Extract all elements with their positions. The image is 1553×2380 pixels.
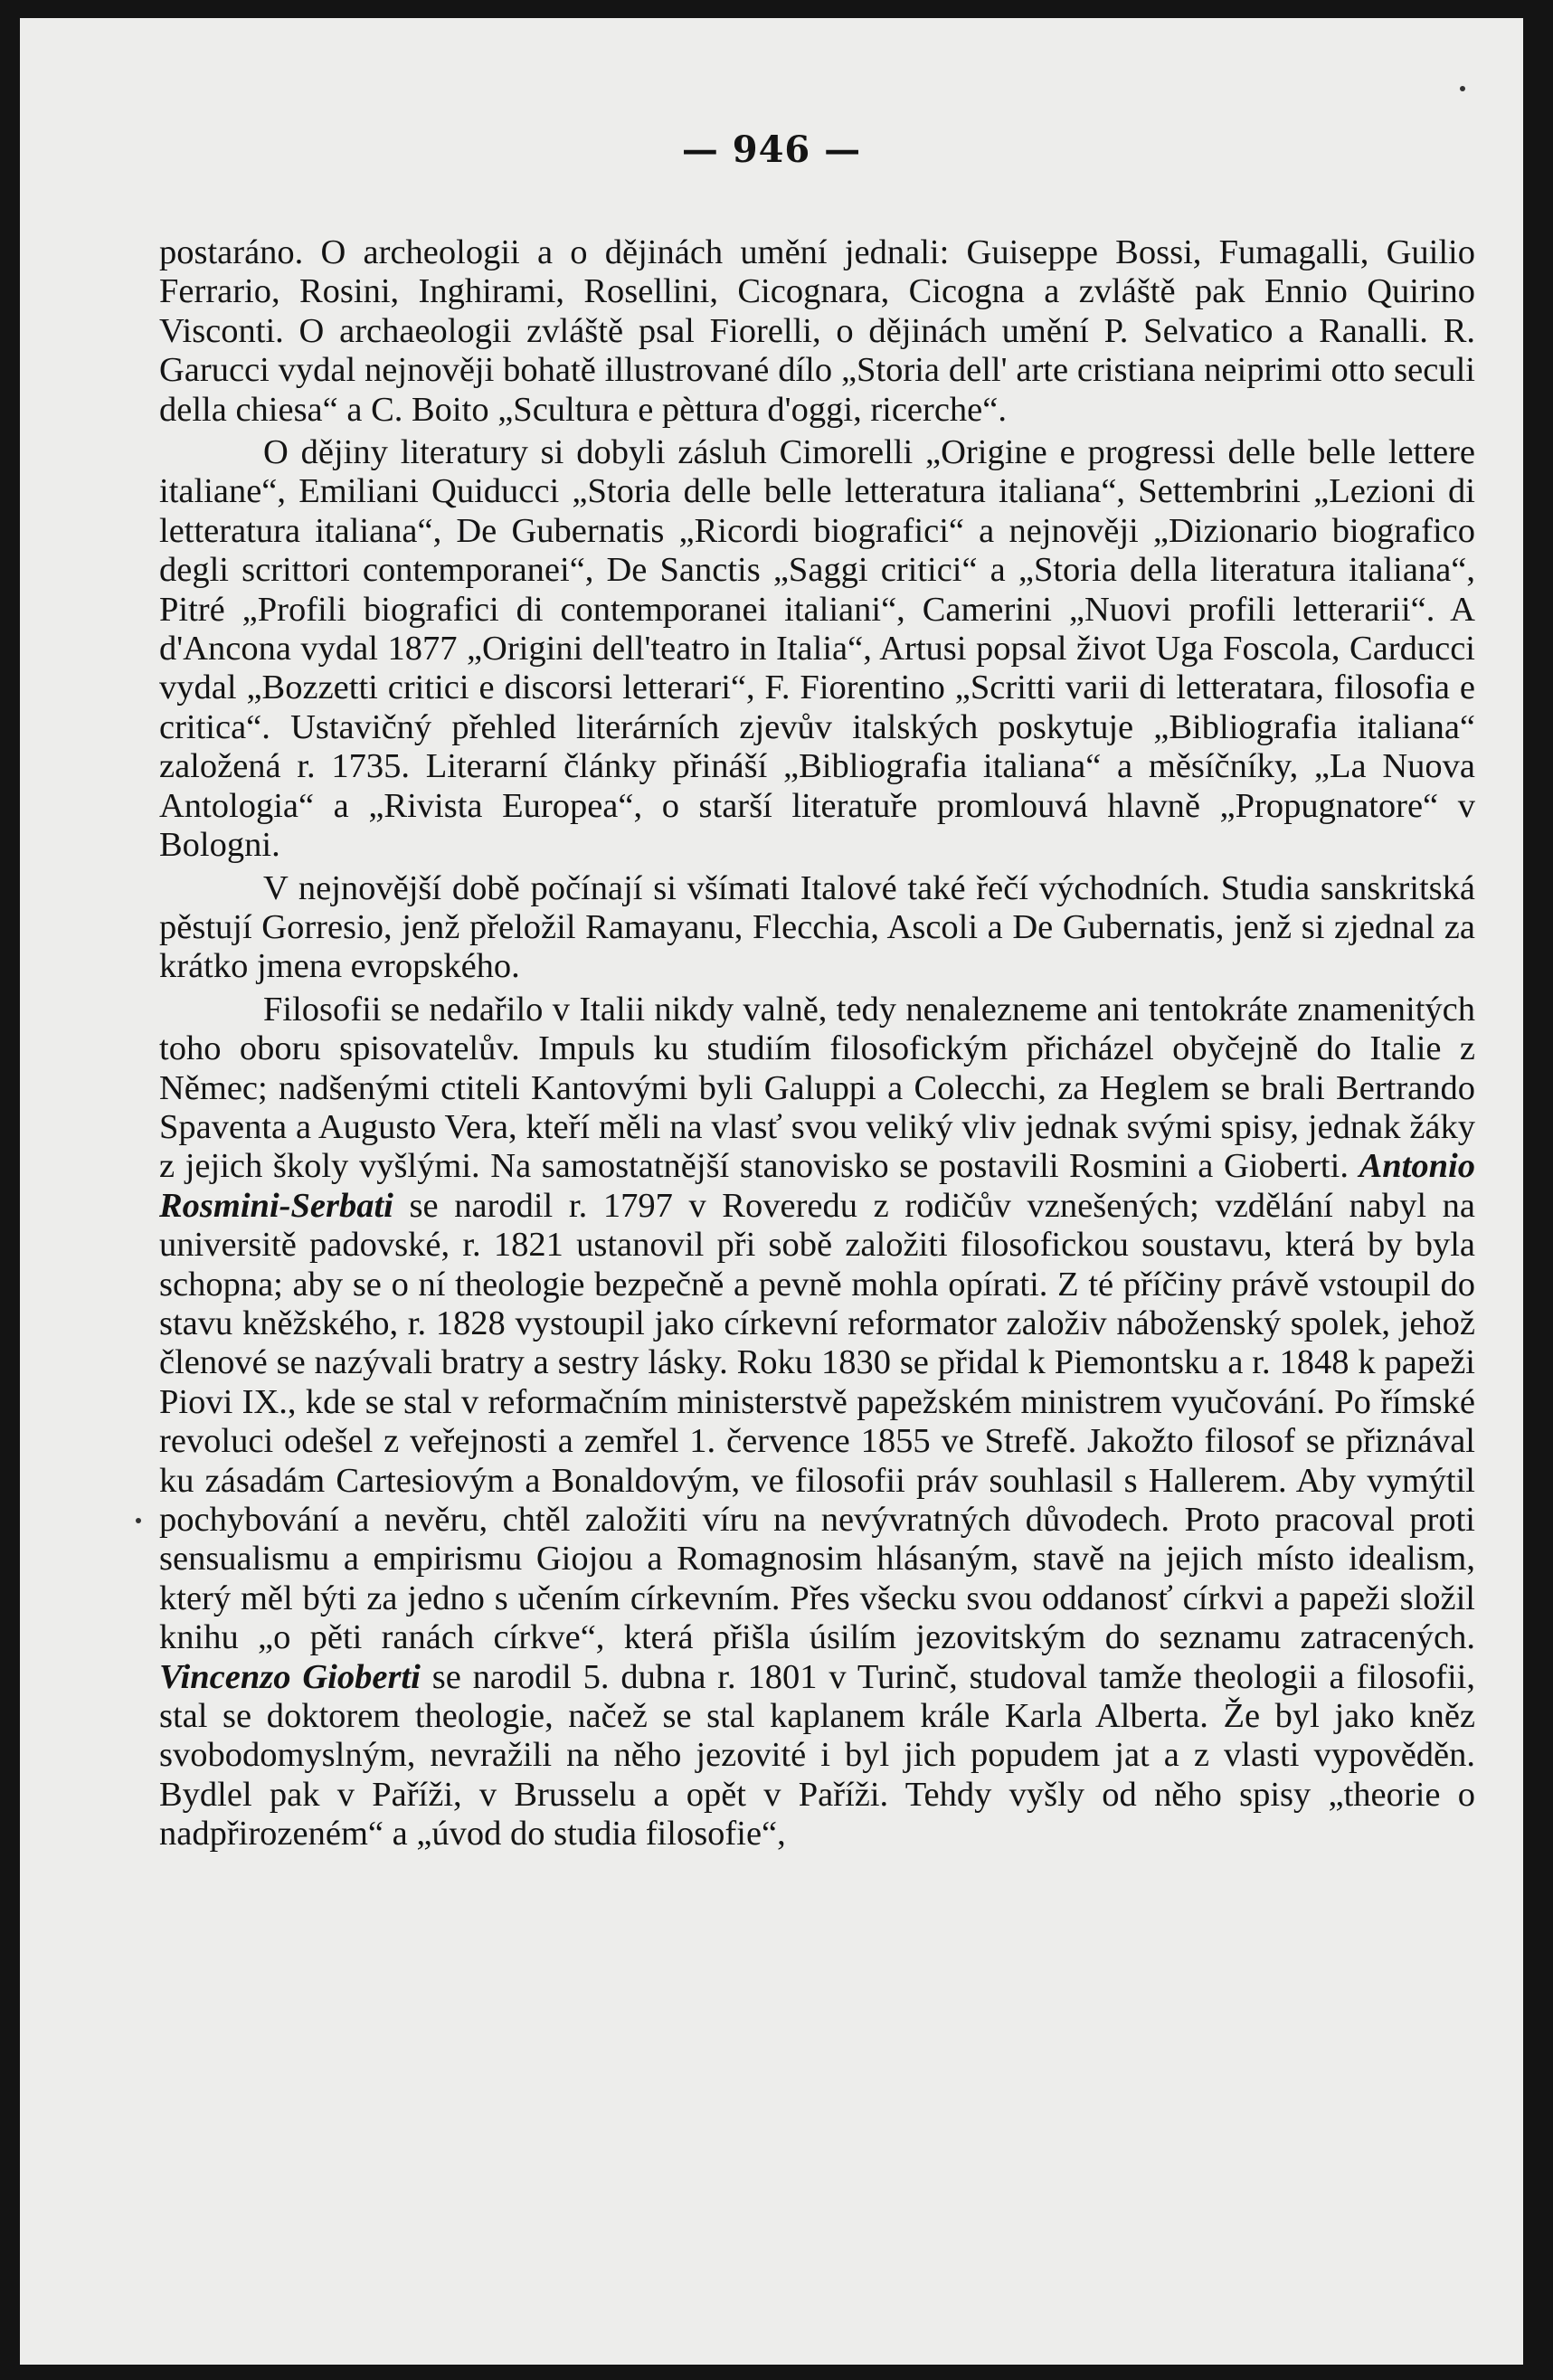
- text-run: O dějiny literatury si dobyli zásluh Cimorelli „Origine e progressi delle belle lettere italiane“, Emiliani Quiducci „Storia delle belle letteratura italiana“, Settembrini „Lezioni di letteratura italiana“, De Gubernatis „Ricordi biografici“ a nejnověji „Dizionario biografico degli scrittori contemporanei“, De Sanctis „Saggi critici“ a „Storia della literatura italiana“, Pitré „Profili biografici di contemporanei italiani“, Camerini „Nuovi profili letterarii“. A d'Ancona vydal 1877 „Origini dell'teatro in Italia“, Artusi popsal život Uga Foscola, Carducci vydal „Bozzetti critici e discorsi letterari“, F. Fiorentino „Scritti varii di letteratara, filosofia e critica“. Ustavičný přehled literárních zjevův italských poskytuje „Bibliografia italiana“ založená r. 1735. Literarní články přináší „Bibliografia italiana“ a měsíčníky, „La Nuova Antologia“ a „Rivista Europea“, o starší literatuře promlouvá hlavně „Propugnatore“ v Bologni.: [159, 433, 1475, 865]
- italic-name: Vincenzo Gioberti: [159, 1657, 421, 1696]
- paragraph: [159, 233, 1475, 430]
- book-page: [20, 18, 1523, 2365]
- text-run: Filosofii se nedařilo v Italii nikdy valně, tedy nenalezneme ani tentokráte znamenitých toho oboru spisovatelův. Impuls ku studiím filosofickým přicházel obyčejně do Italie z Němec; nadšenými ctiteli Kantovými byli Galuppi a Colecchi, za Heglem se brali Bertrando Spaventa a Augusto Vera, kteří měli na vlasť svou veliký vliv jednak svými spisy, jednak žáky z jejich školy vyšlými. Na samostatnější stanovisko se postavili Rosmini a Gioberti.: [159, 990, 1475, 1186]
- text-run: se narodil 5. dubna r. 1801 v Turinč, studoval tamže theologii a filosofii, stal se doktorem theologie, načež se stal kaplanem krále Karla Alberta. Že byl jako kněz svobodomyslným, nevražili na něho jezovité i byl jich popudem jat a z vlasti vypověděn. Bydlel pak v Paříži, v Brusselu a opět v Paříži. Tehdy vyšly od něho spisy „theorie o nadpřirozeném“ a „úvod do studia filosofie“,: [159, 1657, 1475, 1854]
- text-run: postaráno. O archeologii a o dějinách umění jednali: Guiseppe Bossi, Fumagalli, Guilio Ferrario, Rosini, Inghirami, Rosellini, Cicognara, Cicogna a zvláště pak Ennio Quirino Visconti. O archaeologii zvláště psal Fiorelli, o dějinách umění P. Selvatico a Ranalli. R. Garucci vydal nejnověji bohatě illustrované dílo „Storia dell' arte cristiana neiprimi otto seculi della chiesa“ a C. Boito „Scultura e pèttura d'oggi, ricerche“.: [159, 233, 1475, 429]
- text-run: se narodil r. 1797 v Roveredu z rodičův vznešených; vzdělání nabyl na universitě padovské, r. 1821 ustanovil při sobě založiti filosofickou soustavu, která by byla schopna; aby se o ní theologie bezpečně a pevně mohla opírati. Z té příčiny právě vstoupil do stavu kněžského, r. 1828 vystoupil jako církevní reformator založiv náboženský spolek, jehož členové se nazývali bratry a sestry lásky. Roku 1830 se přidal k Piemontsku a r. 1848 k papeži Piovi IX., kde se stal v reformačním ministerstvě papežském ministrem vyučování. Po římské revoluci odešel z veřejnosti a zemřel 1. července 1855 ve Strefě. Jakožto filosof se přiznával ku zásadám Cartesiovým a Bonaldovým, ve filosofii práv souhlasil s Hallerem. Aby vymýtil pochybování a nevěru, chtěl založiti víru na nevývratných důvodech. Proto pracoval proti sensualismu a empirismu Giojou a Romagnosim hlásaným, stavě na jejich místo idealism, který měl býti za jedno s učením církevním. Přes všecku svou oddanosť církvi a papeži složil knihu „o pěti ranách církve“, která přišla úsilím jezovitským do seznamu zatracených.: [159, 1186, 1475, 1657]
- text-body: [159, 233, 1475, 1858]
- text-run: V nejnovější době počínají si všímati Italové také řečí východních. Studia sanskritská pěstují Gorresio, jenž přeložil Ramayanu, Flecchia, Ascoli a De Gubernatis, jenž si zjednal za krátko jmena evropského.: [159, 868, 1475, 986]
- scan-speck: [136, 1518, 141, 1523]
- page-number: — 946 —: [681, 128, 862, 171]
- paragraph: [159, 433, 1475, 865]
- italic-name: Antonio Rosmini-Serbati: [159, 1147, 1475, 1225]
- paragraph: [159, 991, 1475, 1854]
- scan-speck: [1460, 86, 1465, 91]
- paragraph: [159, 869, 1475, 987]
